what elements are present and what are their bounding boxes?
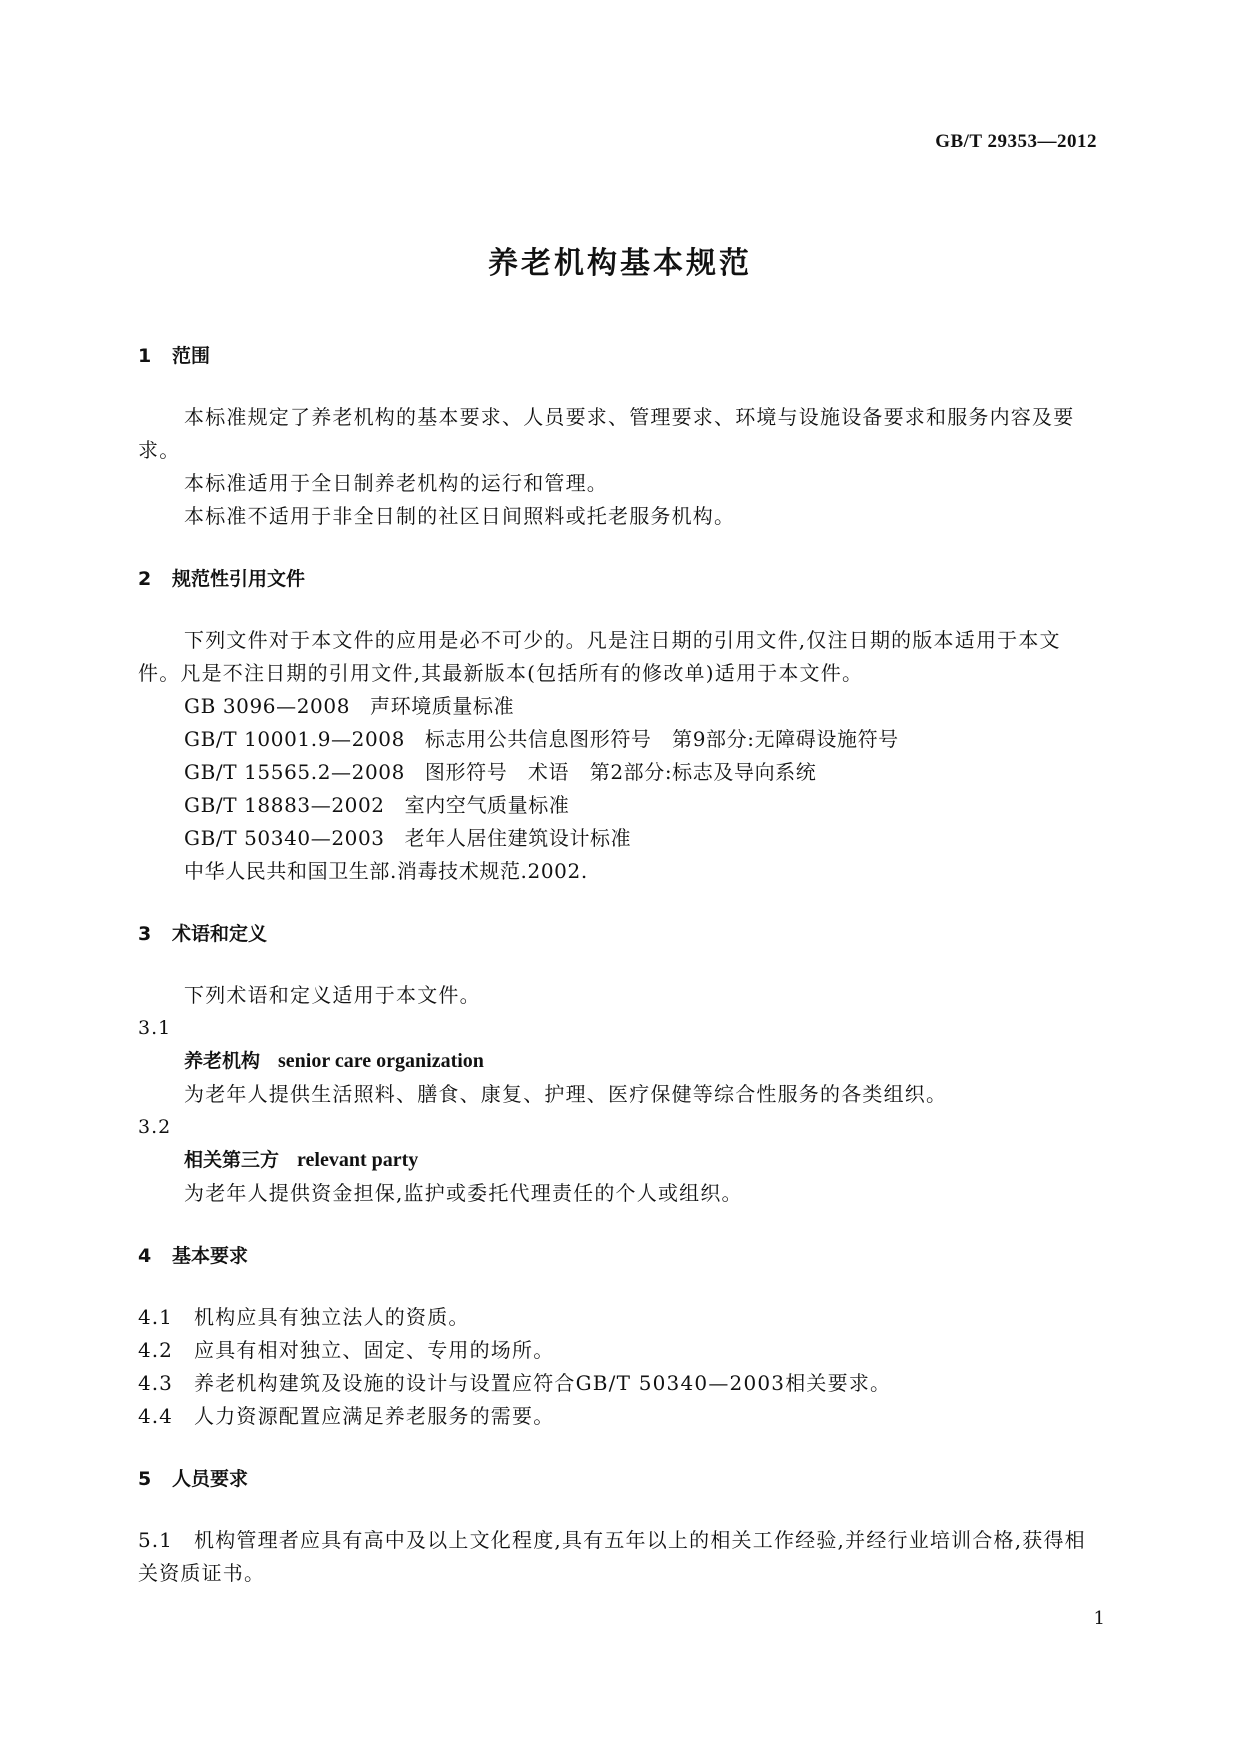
- term-definition: 为老年人提供生活照料、膳食、康复、护理、医疗保健等综合性服务的各类组织。: [184, 1082, 948, 1106]
- section-heading-2: [138, 563, 1102, 596]
- clause-number: 4.1: [138, 1305, 173, 1329]
- document-title: 养老机构基本规范: [488, 246, 752, 281]
- term-english: relevant party: [297, 1149, 419, 1171]
- reference-item: [138, 690, 1102, 723]
- standard-code: GB/T 29353—2012: [935, 131, 1097, 152]
- reference-code: GB/T 15565.2—2008: [184, 760, 405, 784]
- paragraph: 下列术语和定义适用于本文件。: [184, 983, 481, 1007]
- paragraph: 本标准适用于全日制养老机构的运行和管理。: [184, 471, 608, 495]
- section-title: 人员要求: [172, 1468, 249, 1490]
- clause: [138, 1367, 1102, 1400]
- clause-number: 5.1: [138, 1528, 173, 1552]
- section-number: 2: [138, 568, 152, 590]
- reference-name: 老年人居住建筑设计标准: [404, 826, 632, 850]
- reference-name: 声环境质量标准: [370, 694, 515, 718]
- paragraph: 本标准不适用于非全日制的社区日间照料或托老服务机构。: [184, 504, 736, 528]
- clause: [138, 1400, 1102, 1433]
- clause-text: 人力资源配置应满足养老服务的需要。: [194, 1404, 555, 1428]
- clause-text: 机构管理者应具有高中及以上文化程度,具有五年以上的相关工作经验,并经行业培训合格,获得相关资质证书。: [138, 1528, 1086, 1585]
- term-entry: [138, 1144, 1102, 1177]
- term-chinese: 养老机构: [184, 1050, 261, 1072]
- reference-code: GB 3096—2008: [184, 694, 351, 718]
- reference-item: [138, 789, 1102, 822]
- clause-number: 4.2: [138, 1338, 173, 1362]
- section-title: 术语和定义: [172, 923, 268, 945]
- clause-number: 4.3: [138, 1371, 173, 1395]
- section-number: 5: [138, 1468, 152, 1490]
- reference-name: 中华人民共和国卫生部.消毒技术规范.2002.: [184, 859, 588, 883]
- clause: [138, 1524, 1102, 1590]
- section-title: 基本要求: [172, 1245, 249, 1267]
- term-entry: [138, 1045, 1102, 1078]
- term-number: 3.2: [138, 1116, 172, 1138]
- clause-text: 应具有相对独立、固定、专用的场所。: [194, 1338, 555, 1362]
- section-heading-3: [138, 918, 1102, 951]
- section-number: 1: [138, 345, 152, 367]
- term-chinese: 相关第三方: [184, 1149, 280, 1171]
- clause-text: 机构应具有独立法人的资质。: [194, 1305, 470, 1329]
- clause: [138, 1334, 1102, 1367]
- clause: [138, 1301, 1102, 1334]
- term-number: 3.1: [138, 1017, 172, 1039]
- section-number: 3: [138, 923, 152, 945]
- reference-name: 标志用公共信息图形符号 第9部分:无障碍设施符号: [424, 727, 899, 751]
- reference-code: GB/T 18883—2002: [184, 793, 385, 817]
- section-number: 4: [138, 1245, 152, 1267]
- section-heading-4: [138, 1240, 1102, 1273]
- section-title: 范围: [172, 345, 211, 367]
- reference-name: 图形符号 术语 第2部分:标志及导向系统: [424, 760, 817, 784]
- reference-name: 室内空气质量标准: [404, 793, 570, 817]
- reference-item: [138, 723, 1102, 756]
- paragraph: 下列文件对于本文件的应用是必不可少的。凡是注日期的引用文件,仅注日期的版本适用于本文件。凡是不注日期的引用文件,其最新版本(包括所有的修改单)适用于本文件。: [138, 628, 1061, 685]
- reference-item: [138, 756, 1102, 789]
- paragraph: 本标准规定了养老机构的基本要求、人员要求、管理要求、环境与设施设备要求和服务内容及要求。: [138, 405, 1075, 462]
- clause-text: 养老机构建筑及设施的设计与设置应符合GB/T 50340—2003相关要求。: [194, 1371, 892, 1395]
- reference-code: GB/T 50340—2003: [184, 826, 385, 850]
- reference-code: GB/T 10001.9—2008: [184, 727, 405, 751]
- clause-number: 4.4: [138, 1404, 173, 1428]
- reference-item: [138, 855, 1102, 888]
- term-definition: 为老年人提供资金担保,监护或委托代理责任的个人或组织。: [184, 1181, 743, 1205]
- page-number: 1: [1093, 1608, 1105, 1629]
- document-body: [138, 340, 1102, 1590]
- section-title: 规范性引用文件: [172, 568, 306, 590]
- section-heading-1: [138, 340, 1102, 373]
- term-english: senior care organization: [278, 1050, 484, 1072]
- section-heading-5: [138, 1463, 1102, 1496]
- reference-item: [138, 822, 1102, 855]
